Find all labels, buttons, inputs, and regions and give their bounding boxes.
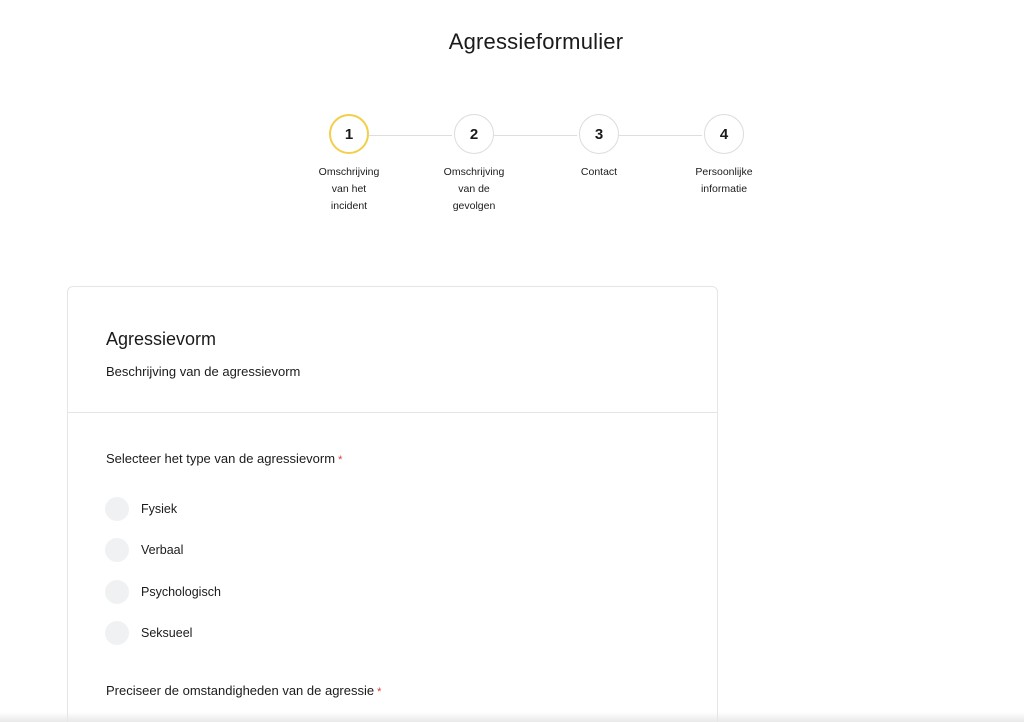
option-psychologisch[interactable]: [106, 571, 679, 613]
step-label: Contact: [580, 166, 618, 178]
question-label: Selecteer het type van de agressievorm: [106, 451, 336, 466]
form-stepper: [307, 114, 787, 224]
radio-button[interactable]: [105, 497, 129, 521]
section-title: Agressievorm: [106, 329, 217, 349]
option-label: Verbaal: [141, 543, 184, 558]
option-fysiek[interactable]: [106, 488, 679, 530]
card-body: [68, 413, 717, 698]
step-2[interactable]: [432, 114, 516, 215]
question-label: Preciseer de omstandigheden van de agressie: [106, 683, 375, 698]
radio-button[interactable]: [105, 621, 129, 645]
option-label: Fysiek: [141, 501, 178, 516]
bottom-shadow: [0, 712, 1024, 722]
step-label: Omschrijving van de gevolgen: [443, 166, 505, 212]
radio-button[interactable]: [105, 580, 129, 604]
option-label: Psychologisch: [141, 584, 221, 599]
page-title: Agressieformulier: [448, 28, 624, 54]
step-circle[interactable]: 1: [329, 114, 369, 154]
step-4[interactable]: [682, 114, 766, 198]
option-label: Seksueel: [141, 626, 193, 641]
step-circle[interactable]: 4: [704, 114, 744, 154]
option-verbaal[interactable]: [106, 530, 679, 572]
card-header: [68, 287, 717, 413]
form-card: [67, 286, 718, 722]
step-1[interactable]: [307, 114, 391, 215]
required-mark: *: [377, 686, 382, 698]
radio-button[interactable]: [105, 538, 129, 562]
step-circle[interactable]: 3: [579, 114, 619, 154]
step-label: Omschrijving van het incident: [318, 166, 380, 212]
option-seksueel[interactable]: [106, 613, 679, 655]
aggression-type-options: [106, 488, 679, 654]
step-3[interactable]: [557, 114, 641, 181]
step-circle[interactable]: 2: [454, 114, 494, 154]
question-circumstances: [106, 683, 679, 698]
required-mark: *: [338, 454, 343, 466]
section-subtitle: Beschrijving van de agressievorm: [106, 364, 301, 379]
question-aggression-type: [106, 451, 679, 466]
step-label: Persoonlijke informatie: [695, 166, 753, 195]
